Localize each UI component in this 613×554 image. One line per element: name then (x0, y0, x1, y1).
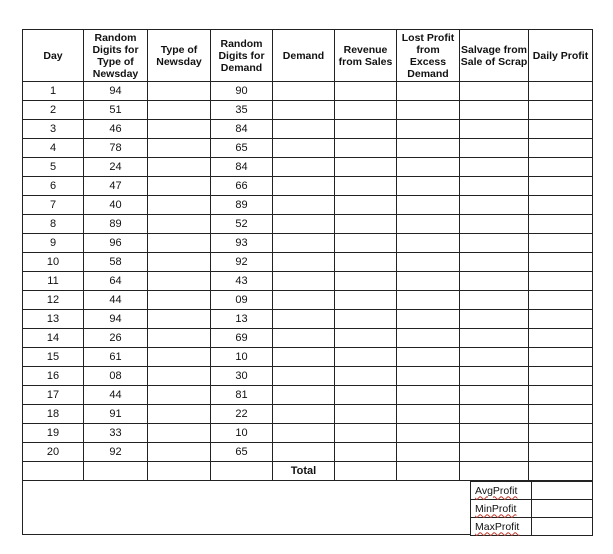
cell-rand-type: 33 (84, 424, 148, 443)
cell-daily-profit[interactable] (529, 348, 593, 367)
cell-rand-demand: 89 (211, 196, 273, 215)
cell-type[interactable] (148, 120, 211, 139)
table-row (23, 329, 593, 348)
cell-day: 12 (23, 291, 84, 310)
cell-daily-profit[interactable] (529, 310, 593, 329)
total-cell-rand-demand (211, 462, 273, 481)
cell-type[interactable] (148, 348, 211, 367)
cell-rand-type: 78 (84, 139, 148, 158)
header-type-of-newsday: Type of Newsday (148, 30, 211, 82)
cell-daily-profit[interactable] (529, 158, 593, 177)
cell-demand[interactable] (273, 139, 335, 158)
cell-lost-profit[interactable] (397, 215, 460, 234)
header-demand: Demand (273, 30, 335, 82)
cell-rand-type: 89 (84, 215, 148, 234)
cell-salvage[interactable] (460, 253, 529, 272)
cell-day: 1 (23, 82, 84, 101)
cell-revenue[interactable] (335, 215, 397, 234)
cell-daily-profit[interactable] (529, 101, 593, 120)
cell-type[interactable] (148, 329, 211, 348)
cell-daily-profit[interactable] (529, 272, 593, 291)
cell-type[interactable] (148, 234, 211, 253)
cell-rand-type: 94 (84, 82, 148, 101)
cell-revenue[interactable] (335, 234, 397, 253)
cell-rand-demand: 84 (211, 120, 273, 139)
cell-lost-profit[interactable] (397, 101, 460, 120)
table-row (23, 291, 593, 310)
cell-demand[interactable] (273, 196, 335, 215)
cell-rand-type: 92 (84, 443, 148, 462)
cell-type[interactable] (148, 215, 211, 234)
cell-revenue[interactable] (335, 272, 397, 291)
cell-rand-demand: 52 (211, 215, 273, 234)
cell-demand[interactable] (273, 101, 335, 120)
cell-day: 18 (23, 405, 84, 424)
cell-rand-demand: 10 (211, 424, 273, 443)
cell-salvage[interactable] (460, 348, 529, 367)
cell-daily-profit[interactable] (529, 443, 593, 462)
table-row (23, 405, 593, 424)
cell-day: 5 (23, 158, 84, 177)
cell-rand-type: 64 (84, 272, 148, 291)
total-cell-revenue[interactable] (335, 462, 397, 481)
header-random-digits-type: Random Digits for Type of Newsday (84, 30, 148, 82)
cell-demand[interactable] (273, 158, 335, 177)
total-cell-type (148, 462, 211, 481)
cell-day: 19 (23, 424, 84, 443)
cell-type[interactable] (148, 139, 211, 158)
cell-type[interactable] (148, 405, 211, 424)
cell-daily-profit[interactable] (529, 234, 593, 253)
cell-type[interactable] (148, 291, 211, 310)
cell-rand-demand: 65 (211, 443, 273, 462)
cell-day: 8 (23, 215, 84, 234)
table-row (23, 120, 593, 139)
cell-rand-type: 61 (84, 348, 148, 367)
cell-type[interactable] (148, 310, 211, 329)
cell-daily-profit[interactable] (529, 405, 593, 424)
cell-lost-profit[interactable] (397, 424, 460, 443)
cell-revenue[interactable] (335, 310, 397, 329)
cell-daily-profit[interactable] (529, 82, 593, 101)
cell-rand-type: 94 (84, 310, 148, 329)
cell-salvage[interactable] (460, 139, 529, 158)
cell-demand[interactable] (273, 367, 335, 386)
cell-day: 13 (23, 310, 84, 329)
cell-salvage[interactable] (460, 386, 529, 405)
cell-revenue[interactable] (335, 158, 397, 177)
summary-value-max[interactable] (532, 518, 593, 536)
cell-demand[interactable] (273, 120, 335, 139)
cell-rand-type: 96 (84, 234, 148, 253)
cell-revenue[interactable] (335, 386, 397, 405)
cell-day: 11 (23, 272, 84, 291)
header-lost-profit: Lost Profit from Excess Demand (397, 30, 460, 82)
table-row (23, 177, 593, 196)
cell-rand-type: 47 (84, 177, 148, 196)
cell-type[interactable] (148, 272, 211, 291)
cell-demand[interactable] (273, 82, 335, 101)
total-cell-day (23, 462, 84, 481)
cell-daily-profit[interactable] (529, 120, 593, 139)
table-row (23, 424, 593, 443)
cell-salvage[interactable] (460, 158, 529, 177)
header-row (23, 30, 593, 82)
table-row (23, 443, 593, 462)
cell-day: 17 (23, 386, 84, 405)
summary-label-min: MinProfit (471, 500, 532, 518)
total-cell-daily-profit[interactable] (529, 462, 593, 481)
table-row (23, 386, 593, 405)
cell-rand-type: 51 (84, 101, 148, 120)
cell-demand[interactable] (273, 272, 335, 291)
cell-revenue[interactable] (335, 329, 397, 348)
cell-type[interactable] (148, 386, 211, 405)
cell-lost-profit[interactable] (397, 443, 460, 462)
cell-type[interactable] (148, 101, 211, 120)
cell-daily-profit[interactable] (529, 215, 593, 234)
cell-rand-demand: 81 (211, 386, 273, 405)
header-day: Day (23, 30, 84, 82)
summary-spacer (22, 481, 470, 535)
table-row (23, 82, 593, 101)
table-row (23, 348, 593, 367)
cell-revenue[interactable] (335, 101, 397, 120)
cell-rand-demand: 92 (211, 253, 273, 272)
cell-rand-type: 08 (84, 367, 148, 386)
cell-rand-demand: 35 (211, 101, 273, 120)
cell-demand[interactable] (273, 329, 335, 348)
cell-daily-profit[interactable] (529, 139, 593, 158)
cell-salvage[interactable] (460, 120, 529, 139)
cell-type[interactable] (148, 196, 211, 215)
cell-day: 14 (23, 329, 84, 348)
cell-day: 3 (23, 120, 84, 139)
cell-daily-profit[interactable] (529, 177, 593, 196)
cell-type[interactable] (148, 82, 211, 101)
cell-rand-type: 46 (84, 120, 148, 139)
cell-type[interactable] (148, 367, 211, 386)
table-row (23, 310, 593, 329)
summary-row-avg (471, 482, 593, 500)
cell-day: 6 (23, 177, 84, 196)
cell-day: 10 (23, 253, 84, 272)
cell-daily-profit[interactable] (529, 253, 593, 272)
cell-salvage[interactable] (460, 177, 529, 196)
table-row (23, 215, 593, 234)
cell-daily-profit[interactable] (529, 367, 593, 386)
cell-demand[interactable] (273, 215, 335, 234)
cell-salvage[interactable] (460, 310, 529, 329)
header-salvage: Salvage from Sale of Scrap (460, 30, 529, 82)
table-row (23, 234, 593, 253)
total-cell-rand-type (84, 462, 148, 481)
cell-rand-demand: 90 (211, 82, 273, 101)
cell-revenue[interactable] (335, 177, 397, 196)
cell-lost-profit[interactable] (397, 139, 460, 158)
cell-lost-profit[interactable] (397, 234, 460, 253)
cell-type[interactable] (148, 424, 211, 443)
cell-revenue[interactable] (335, 120, 397, 139)
cell-day: 2 (23, 101, 84, 120)
cell-demand[interactable] (273, 310, 335, 329)
cell-demand[interactable] (273, 424, 335, 443)
cell-salvage[interactable] (460, 101, 529, 120)
cell-demand[interactable] (273, 405, 335, 424)
cell-salvage[interactable] (460, 329, 529, 348)
cell-salvage[interactable] (460, 234, 529, 253)
cell-demand[interactable] (273, 291, 335, 310)
cell-rand-type: 40 (84, 196, 148, 215)
cell-lost-profit[interactable] (397, 329, 460, 348)
cell-rand-demand: 13 (211, 310, 273, 329)
cell-rand-demand: 84 (211, 158, 273, 177)
cell-lost-profit[interactable] (397, 310, 460, 329)
cell-lost-profit[interactable] (397, 177, 460, 196)
summary-table (470, 481, 593, 536)
table-row (23, 367, 593, 386)
cell-rand-type: 26 (84, 329, 148, 348)
cell-revenue[interactable] (335, 196, 397, 215)
cell-salvage[interactable] (460, 82, 529, 101)
cell-salvage[interactable] (460, 405, 529, 424)
cell-salvage[interactable] (460, 272, 529, 291)
cell-revenue[interactable] (335, 291, 397, 310)
cell-salvage[interactable] (460, 443, 529, 462)
cell-rand-demand: 10 (211, 348, 273, 367)
cell-rand-demand: 09 (211, 291, 273, 310)
cell-daily-profit[interactable] (529, 291, 593, 310)
cell-revenue[interactable] (335, 139, 397, 158)
cell-demand[interactable] (273, 348, 335, 367)
cell-demand[interactable] (273, 386, 335, 405)
cell-lost-profit[interactable] (397, 158, 460, 177)
cell-rand-demand: 22 (211, 405, 273, 424)
cell-type[interactable] (148, 443, 211, 462)
cell-lost-profit[interactable] (397, 120, 460, 139)
cell-salvage[interactable] (460, 291, 529, 310)
table-row (23, 253, 593, 272)
cell-rand-type: 44 (84, 291, 148, 310)
simulation-table (22, 29, 593, 481)
cell-salvage[interactable] (460, 424, 529, 443)
cell-revenue[interactable] (335, 424, 397, 443)
cell-lost-profit[interactable] (397, 291, 460, 310)
cell-lost-profit[interactable] (397, 253, 460, 272)
cell-day: 15 (23, 348, 84, 367)
cell-lost-profit[interactable] (397, 405, 460, 424)
summary-row-max (471, 518, 593, 536)
cell-daily-profit[interactable] (529, 196, 593, 215)
summary-value-min[interactable] (532, 500, 593, 518)
cell-daily-profit[interactable] (529, 386, 593, 405)
cell-salvage[interactable] (460, 196, 529, 215)
cell-demand[interactable] (273, 177, 335, 196)
header-random-digits-demand: Random Digits for Demand (211, 30, 273, 82)
cell-day: 4 (23, 139, 84, 158)
cell-revenue[interactable] (335, 253, 397, 272)
cell-revenue[interactable] (335, 367, 397, 386)
table-row (23, 101, 593, 120)
cell-revenue[interactable] (335, 405, 397, 424)
cell-type[interactable] (148, 158, 211, 177)
cell-rand-demand: 93 (211, 234, 273, 253)
header-daily-profit: Daily Profit (529, 30, 593, 82)
total-label: Total (273, 462, 335, 481)
cell-rand-demand: 30 (211, 367, 273, 386)
cell-salvage[interactable] (460, 215, 529, 234)
cell-day: 16 (23, 367, 84, 386)
summary-label-avg: AvgProfit (471, 482, 532, 500)
cell-day: 20 (23, 443, 84, 462)
summary-label-max: MaxProfit (471, 518, 532, 536)
table-row (23, 272, 593, 291)
cell-lost-profit[interactable] (397, 272, 460, 291)
cell-day: 9 (23, 234, 84, 253)
summary-value-avg[interactable] (532, 482, 593, 500)
cell-type[interactable] (148, 177, 211, 196)
cell-rand-demand: 66 (211, 177, 273, 196)
cell-rand-type: 58 (84, 253, 148, 272)
table-row (23, 158, 593, 177)
cell-daily-profit[interactable] (529, 329, 593, 348)
cell-rand-type: 91 (84, 405, 148, 424)
cell-salvage[interactable] (460, 367, 529, 386)
cell-revenue[interactable] (335, 443, 397, 462)
cell-lost-profit[interactable] (397, 367, 460, 386)
table-row (23, 139, 593, 158)
cell-lost-profit[interactable] (397, 348, 460, 367)
cell-rand-demand: 65 (211, 139, 273, 158)
cell-rand-demand: 69 (211, 329, 273, 348)
cell-revenue[interactable] (335, 348, 397, 367)
cell-rand-type: 24 (84, 158, 148, 177)
cell-demand[interactable] (273, 253, 335, 272)
cell-lost-profit[interactable] (397, 386, 460, 405)
table-row (23, 196, 593, 215)
cell-lost-profit[interactable] (397, 82, 460, 101)
cell-demand[interactable] (273, 443, 335, 462)
total-row (23, 462, 593, 481)
cell-day: 7 (23, 196, 84, 215)
cell-lost-profit[interactable] (397, 196, 460, 215)
total-cell-lost-profit[interactable] (397, 462, 460, 481)
cell-daily-profit[interactable] (529, 424, 593, 443)
header-revenue: Revenue from Sales (335, 30, 397, 82)
cell-revenue[interactable] (335, 82, 397, 101)
cell-type[interactable] (148, 253, 211, 272)
table-body (23, 82, 593, 481)
cell-demand[interactable] (273, 234, 335, 253)
cell-rand-type: 44 (84, 386, 148, 405)
cell-rand-demand: 43 (211, 272, 273, 291)
summary-row-min (471, 500, 593, 518)
total-cell-salvage[interactable] (460, 462, 529, 481)
